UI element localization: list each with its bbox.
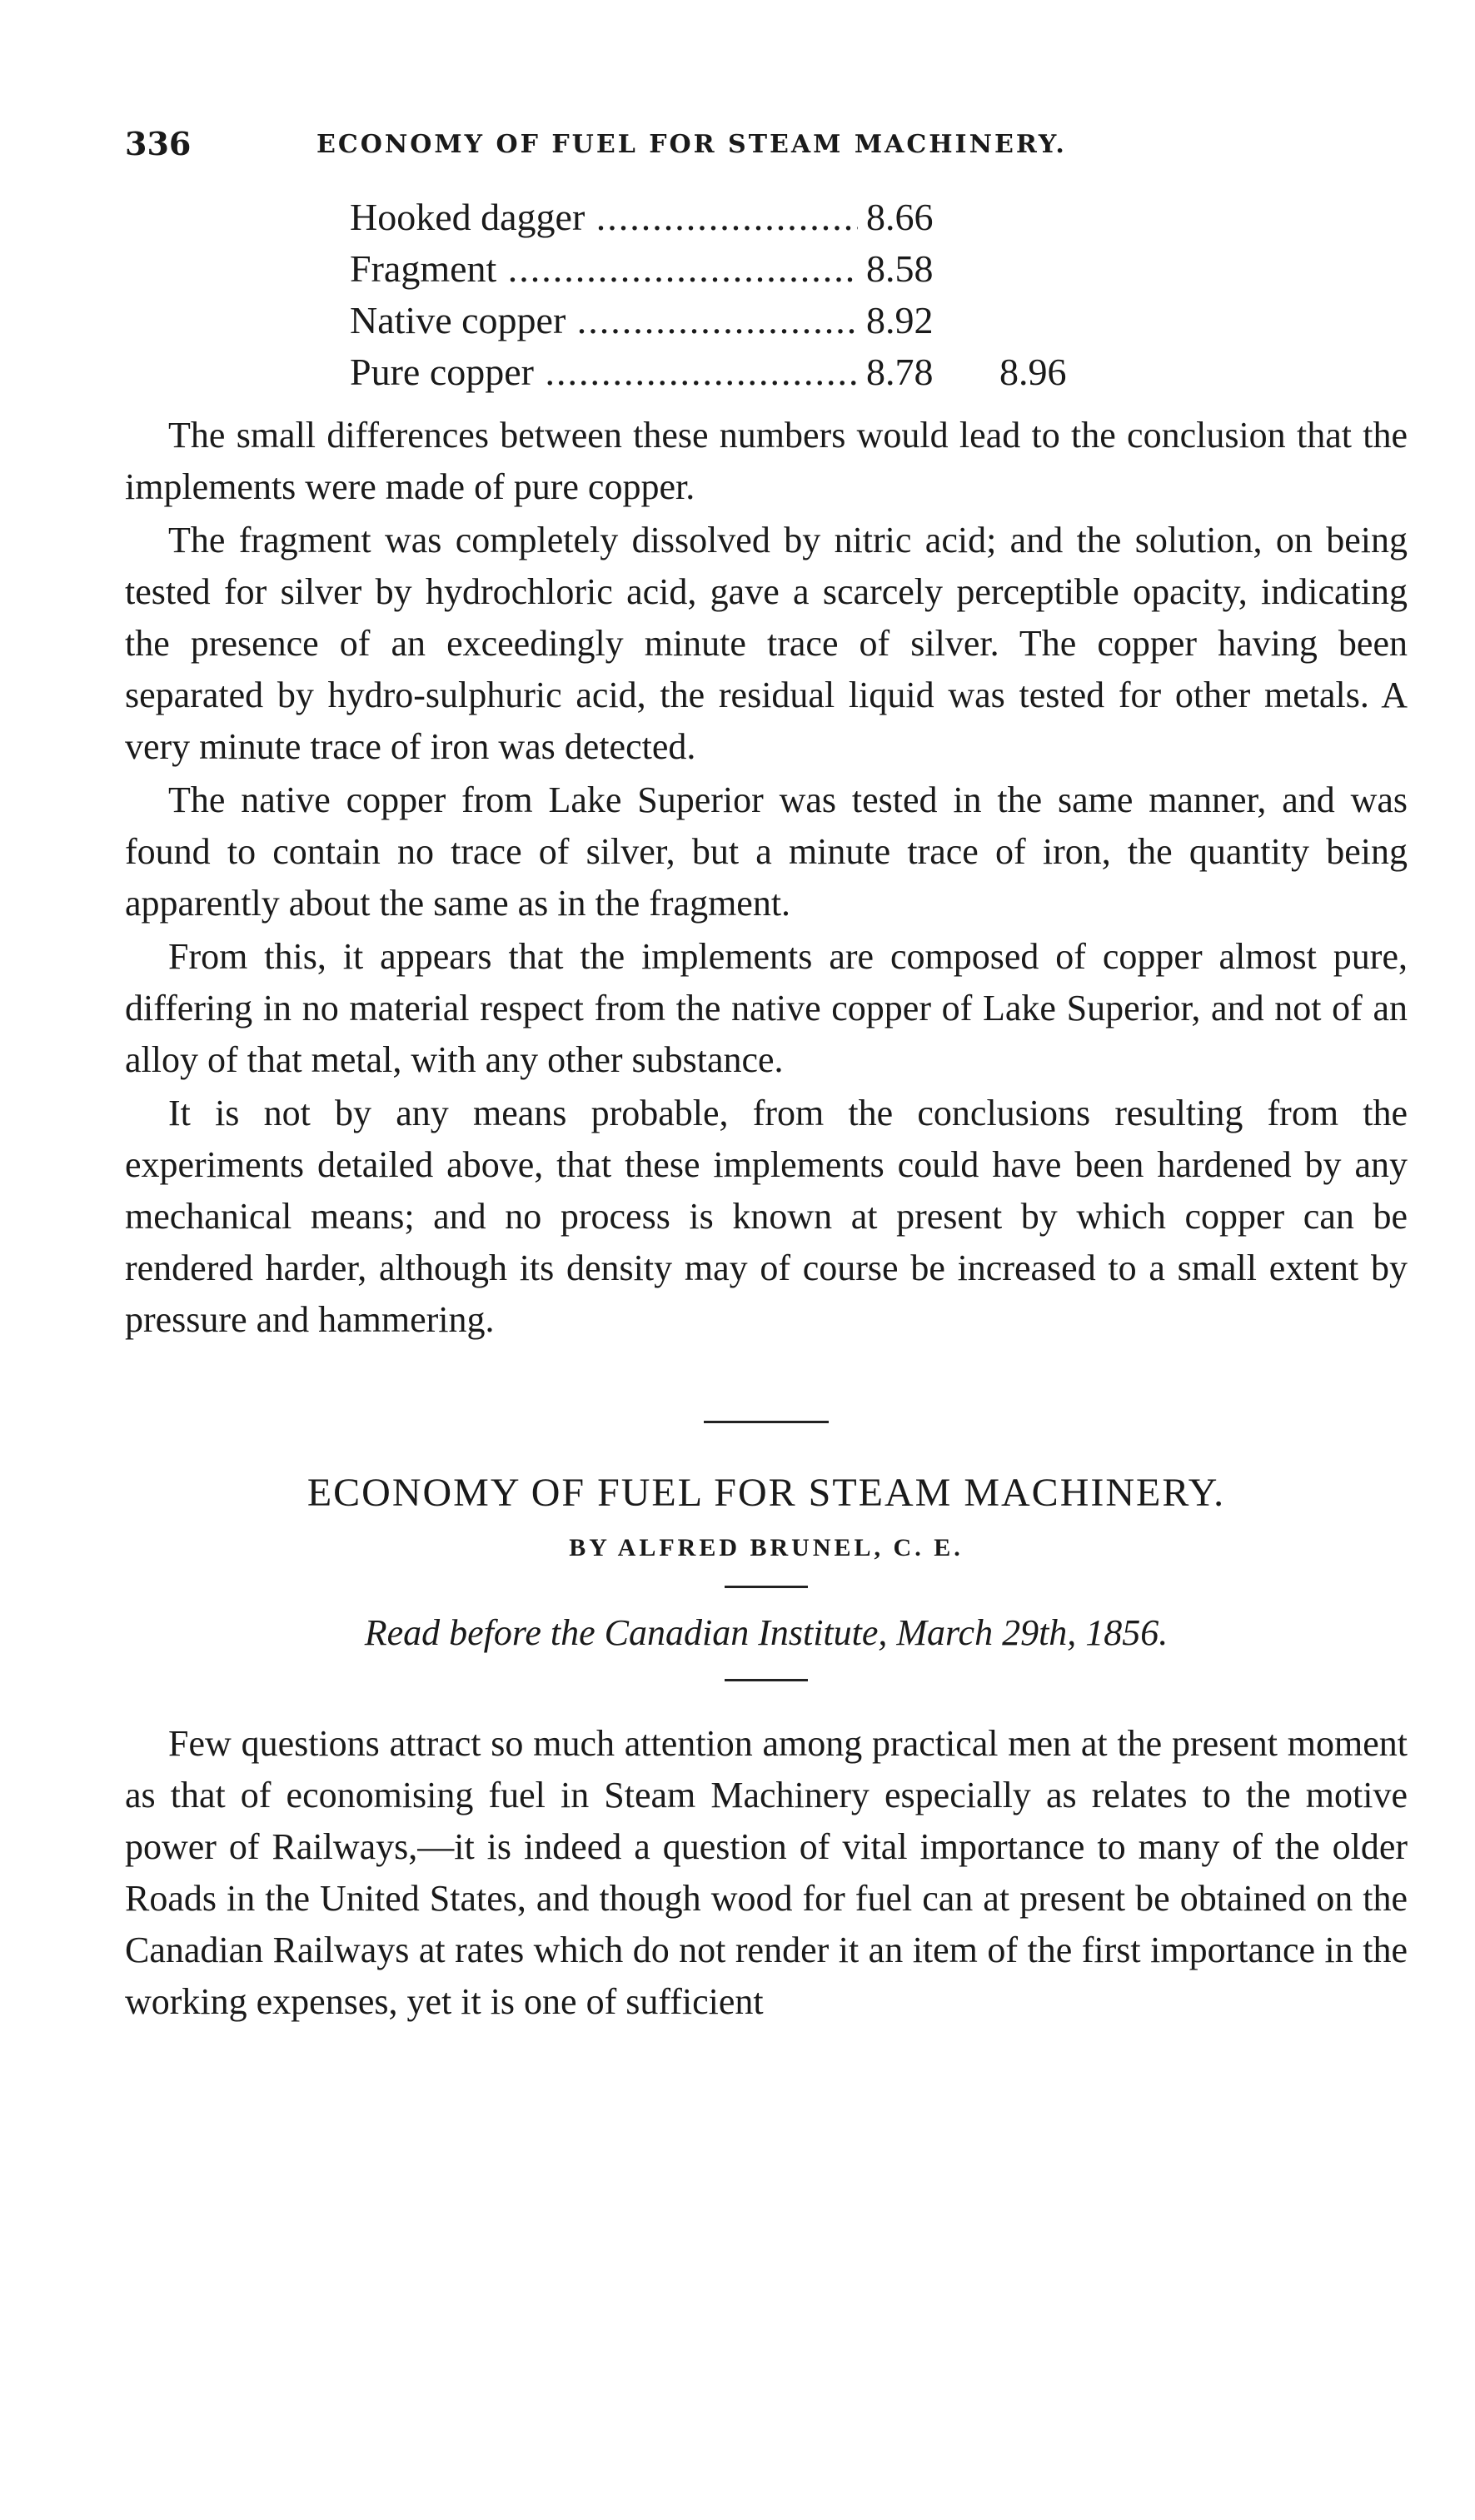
table-row-name: Fragment ..... [350,243,858,295]
table-row-value-2 [999,295,1133,346]
article-byline: BY ALFRED BRUNEL, C. E. [569,1534,964,1561]
paragraph: It is not by any means probable, from the conclusions resulting from the experiments detailed above, that these implements could have been hardened by any mechanical means; and no process is known at present by which copper can be rendered harder, although its density may of course be increased to a small extent by pressure and hammering. [125,1093,1408,1340]
paragraph: The native copper from Lake Superior was tested in the same manner, and was found to contain no trace of silver, but a minute trace of iron, the quantity being apparently about the same as in the fragment. [125,779,1408,924]
paragraph: From this, it appears that the implements are composed of copper almost pure, differing in no material respect from the native copper of Lake Superior, and not of an alloy of that metal, with any other substance. [125,936,1408,1080]
paragraph: The fragment was completely dissolved by nitric acid; and the solution, on being tested for silver by hydrochloric acid, gave a scarcely perceptible opacity, indicating the presence of an exceedingly minute trace of silver. The copper having been separated by hydro-sulphuric acid, the residual liquid was tested for other metals. A very minute trace of iron was detected. [125,520,1408,767]
table-row-value: 8.66 [866,196,934,238]
paragraph: The small differences between these numbers would lead to the conclusion that the implements were made of pure copper. [125,415,1408,507]
table-row-name: Pure copper ..... [350,346,858,398]
table-row-value-2 [999,192,1133,243]
page [125,125,1408,2028]
section-divider [704,1421,829,1423]
table-row [350,192,1249,243]
specific-gravity-table [350,192,1249,398]
article-body-paragraph: Few questions attract so much attention among practical men at the present moment as that of economising fuel in Steam Machinery especially as relates to the motive power of Railways,—it is indeed a question of vital importance to many of the older Roads in the United States, and though wood for fuel can at present be obtained on the Canadian Railways at rates which do not render it an item of the first importance in the working expenses, yet it is one of sufficient [125,1723,1408,2022]
table-row-value-2 [999,243,1133,295]
table-row [350,243,1249,295]
running-head-title: ECONOMY OF FUEL FOR STEAM MACHINERY. [316,130,1067,159]
running-head [125,125,1408,175]
table-row-value: 8.78 [866,351,934,393]
table-row-value: 8.92 [866,299,934,341]
table-row-value-2: 8.96 [999,351,1067,393]
table-row-value: 8.58 [866,247,934,290]
table-row-name: Native copper ..... [350,295,858,346]
table-row [350,295,1249,346]
table-row-name: Hooked dagger ..... [350,192,858,243]
read-before-note: Read before the Canadian Institute, March 29th, 1856. [364,1612,1169,1653]
article-title: ECONOMY OF FUEL FOR STEAM MACHINERY. [306,1471,1226,1515]
table-row [350,346,1249,398]
byline-divider [725,1586,808,1588]
note-divider [725,1679,808,1681]
page-number: 336 [125,125,192,162]
